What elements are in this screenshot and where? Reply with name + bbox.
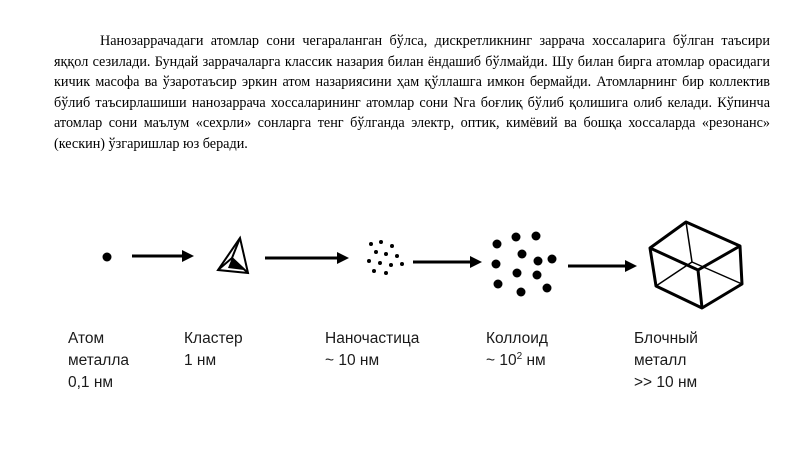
small-dots-icon — [367, 240, 404, 275]
stage-label-bulk-metal: Блочный металл >> 10 нм — [634, 330, 698, 391]
arrow-right-icon — [132, 250, 194, 262]
stage-label-colloid: Коллоид ~ $10^2$ нм — [486, 330, 548, 369]
arrow-right-icon — [265, 252, 349, 264]
tetrahedron-icon — [218, 238, 248, 273]
large-dots-icon — [492, 232, 557, 297]
size-progression-figure — [0, 200, 800, 449]
stage-label-nanoparticle: Наночастица ~ 10 нм — [325, 330, 420, 369]
arrow-right-icon — [413, 256, 482, 268]
dot-icon — [103, 253, 112, 262]
arrow-right-icon — [568, 260, 637, 272]
stage-label-cluster: Кластер 1 нм — [184, 330, 243, 369]
cube-icon — [650, 222, 742, 308]
body-paragraph: Нанозаррачадаги атомлар сони чегараланган бўлса, дискретликнинг заррача хоссаларига бўлган таъсири яққол сезилади. Бундай заррачаларга классик назария билан ёндашиб бўлмайди. Шу билан бирга атомлар орасидаги кичик масофа ва ўзаротаъсир эркин атом назариясини ҳам қўллашга имкон бермайди. Атомларнинг бир коллектив бўлиб таъсирлашиши нанозаррача хоссаларининг атомлар сони Nга боғлиқ бўлиб қолишига олиб келади. Кўпинча атомлар сони маълум «сехрли» сонларга тенг бўлганда электр, оптик, кимёвий ва бошқа хоссаларда «резонанс» (кескин) ўзгаришлар юз беради. — [54, 33, 770, 152]
figure-drawing — [0, 200, 800, 320]
stage-label-atom: Атом металла 0,1 нм — [68, 330, 130, 391]
